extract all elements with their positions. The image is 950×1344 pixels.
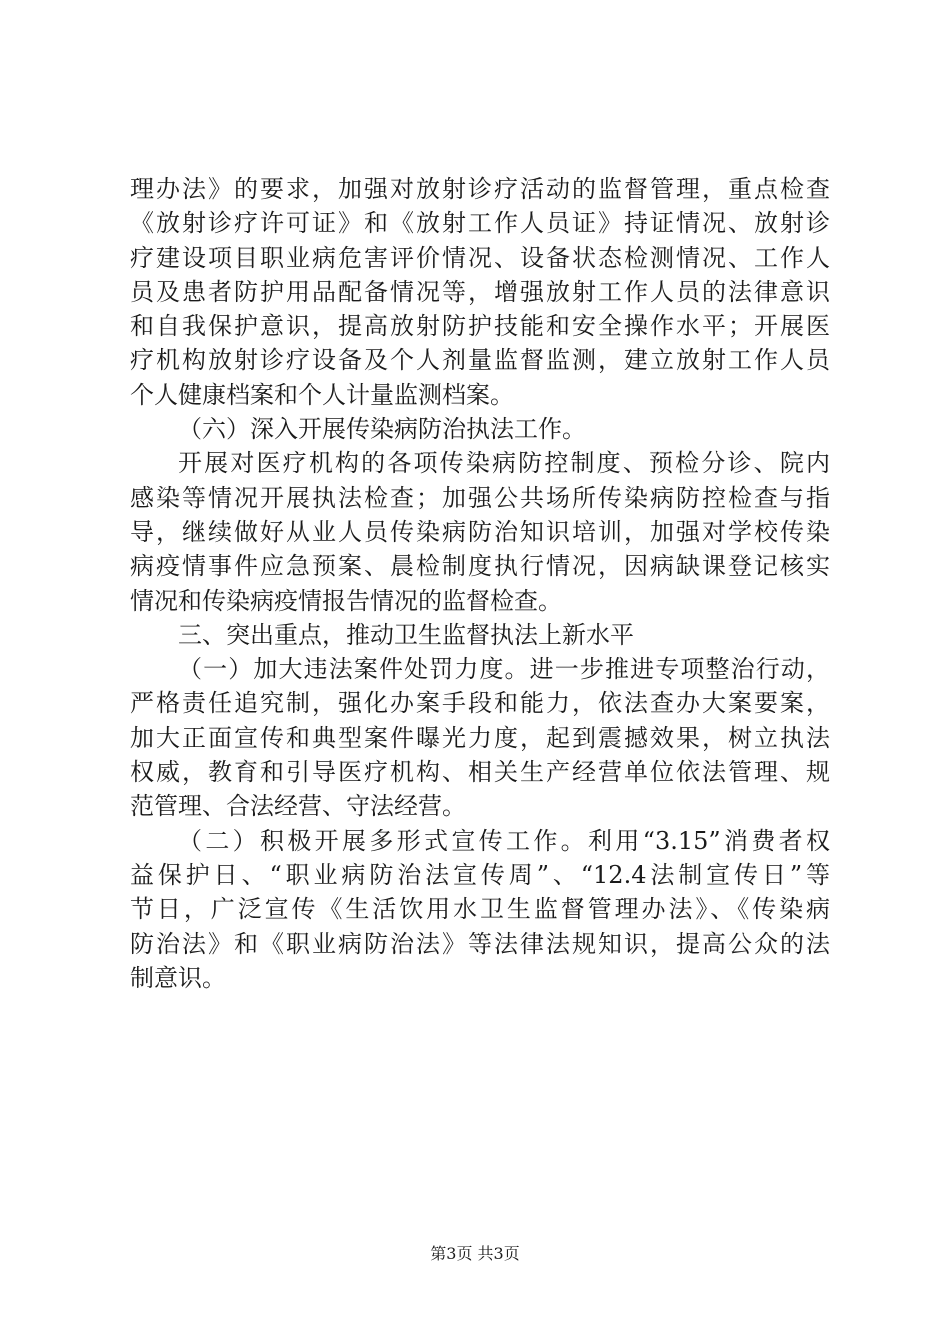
paragraph-infectious-disease (130, 446, 830, 617)
text-line: （一）加大违法案件处罚力度。进一步推进专项整治行动， (178, 655, 830, 684)
paragraph-radiation (130, 172, 830, 412)
section-heading-3 (130, 618, 830, 652)
text-line: 疗机构放射诊疗设备及个人剂量监督监测，建立放射工作人员 (130, 346, 830, 375)
text-line: 病疫情事件应急预案、晨检制度执行情况，因病缺课登记核实 (130, 552, 830, 581)
text-line: 益保护日、“职业病防治法宣传周”、“12.4法制宣传日”等 (130, 860, 830, 889)
text-line: 权威，教育和引导医疗机构、相关生产经营单位依法管理、规 (130, 758, 830, 787)
subheading-item-6 (130, 412, 830, 446)
text-line: 个人健康档案和个人计量监测档案。 (130, 380, 514, 409)
text-line: 感染等情况开展执法检查；加强公共场所传染病防控检查与指 (130, 483, 830, 512)
text-line: 防治法》和《职业病防治法》等法律法规知识，提高公众的法 (130, 929, 830, 958)
text-line: 三、突出重点，推动卫生监督执法上新水平 (178, 620, 634, 649)
text-line: 制意识。 (130, 963, 226, 992)
text-line: 情况和传染病疫情报告情况的监督检查。 (130, 586, 562, 615)
text-line: 和自我保护意识，提高放射防护技能和安全操作水平；开展医 (130, 312, 830, 341)
text-line: （六）深入开展传染病防治执法工作。 (178, 415, 586, 444)
text-line: 导，继续做好从业人员传染病防治知识培训，加强对学校传染 (130, 517, 830, 546)
text-line: 节日，广泛宣传《生活饮用水卫生监督管理办法》、《传染病 (130, 895, 830, 924)
text-line: 《放射诊疗许可证》和《放射工作人员证》持证情况、放射诊 (130, 209, 830, 238)
paragraph-item-2 (130, 824, 830, 995)
document-body (130, 172, 830, 995)
text-line: 加大正面宣传和典型案件曝光力度，起到震撼效果，树立执法 (130, 723, 830, 752)
text-line: 员及患者防护用品配备情况等，增强放射工作人员的法律意识 (130, 277, 830, 306)
page-number-footer: 第3页 共3页 (430, 1244, 520, 1263)
paragraph-item-1 (130, 652, 830, 823)
text-line: 范管理、合法经营、守法经营。 (130, 792, 466, 821)
text-line: 开展对医疗机构的各项传染病防控制度、预检分诊、院内 (178, 449, 830, 478)
text-line: 理办法》的要求，加强对放射诊疗活动的监督管理，重点检查 (130, 175, 830, 203)
text-line: （二）积极开展多形式宣传工作。利用“3.15”消费者权 (178, 826, 830, 855)
text-line: 严格责任追究制，强化办案手段和能力，依法查办大案要案， (130, 689, 830, 718)
text-line: 疗建设项目职业病危害评价情况、设备状态检测情况、工作人 (130, 243, 830, 272)
